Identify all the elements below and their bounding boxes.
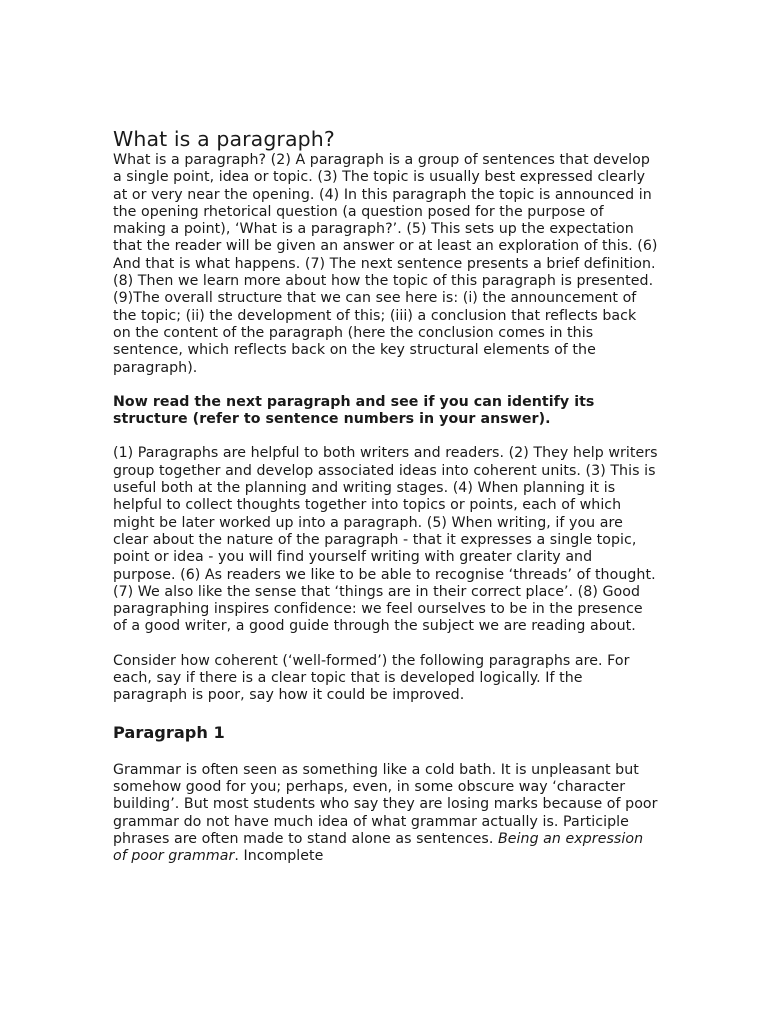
document-page [113, 126, 658, 865]
intro-paragraph: What is a paragraph? (2) A paragraph is a group of sentences that develop a single point, idea or topic. (3) The topic is usually best expressed clearly at or very near the opening. (4) In this paragraph the topic is announced in the opening rhetorical question (a question posed for the purpose of making a point), ‘What is a paragraph?’. (5) This sets up the expectation that the reader will be given an answer or at least an exploration of this. (6) And that is what happens. (7) The next sentence presents a brief definition. (8) Then we learn more about how the topic of this paragraph is presented. (9)The overall structure that we can see here is: (i) the announcement of the topic; (ii) the development of this; (iii) a conclusion that reflects back on the content of the paragraph (here the conclusion comes in this sentence, which reflects back on the key structural elements of the paragraph). [113, 152, 658, 376]
paragraph1-text-end: . Incomplete [234, 848, 324, 865]
paragraph1-text [113, 762, 658, 866]
instruction-text: Now read the next paragraph and see if you can identify its structure (refer to sentence numbers in your answer). [113, 393, 595, 428]
paragraph1-text-start: Grammar is often seen as something like a cold bath. It is unpleasant but somehow good for you; perhaps, even, in some obscure way ‘character building’. But most students who say they are losing marks because of poor grammar do not have much idea of what grammar actually is. Participle phrases are often made to stand alone as sentences. [113, 761, 658, 847]
example-paragraph: (1) Paragraphs are helpful to both writers and readers. (2) They help writers group together and develop associated ideas into coherent units. (3) This is useful both at the planning and writing stages. (4) When planning it is helpful to collect thoughts together into topics or points, each of which might be later worked up into a paragraph. (5) When writing, if you are clear about the nature of the paragraph - that it expresses a single topic, point or idea - you will find yourself writing with greater clarity and purpose. (6) As readers we like to be able to recognise ‘threads’ of thought. (7) We also like the sense that ‘things are in their correct place’. (8) Good paragraphing inspires confidence: we feel ourselves to be in the presence of a good writer, a good guide through the subject we are reading about. [113, 445, 658, 635]
consider-paragraph: Consider how coherent (‘well-formed’) the following paragraphs are. For each, say if there is a clear topic that is developed logically. If the paragraph is poor, say how it could be improved. [113, 652, 630, 704]
paragraph1-text-italic: Being an expression of poor grammar [113, 830, 644, 865]
paragraph1-heading: Paragraph 1 [113, 722, 225, 742]
page-title: What is a paragraph? [113, 127, 335, 151]
